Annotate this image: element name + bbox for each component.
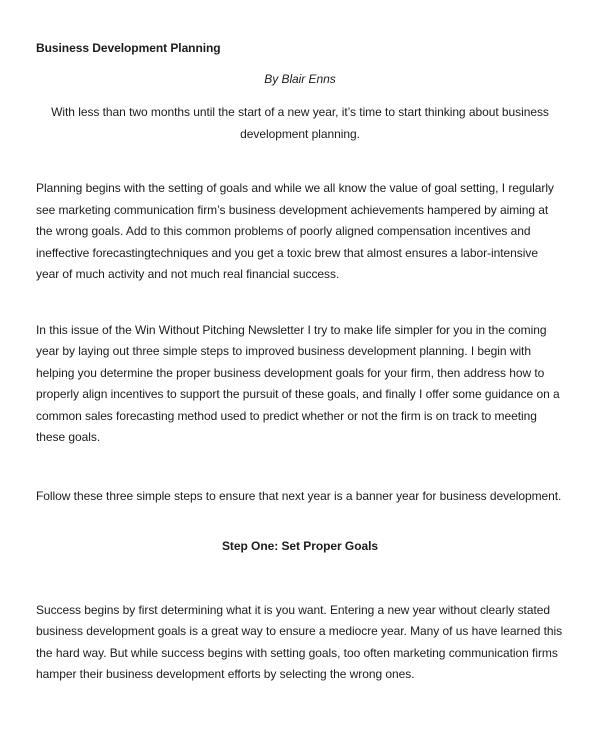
byline: By Blair Enns (264, 71, 336, 86)
paragraph-success-begins: Success begins by first determining what it is you want. Entering a new year without clearly stated business development goals is a great way to ensure a mediocre year. Many of us have learned this the hard way. But while success begins with setting goals, too often marketing communication firms hamper their business development efforts by selecting the wrong ones. (36, 602, 563, 681)
document-title: Business Development Planning (36, 41, 221, 55)
paragraph-goal-setting: Planning begins with the setting of goals and while we all know the value of goal setting, I regularly see marketing communication firm’s business development achievements hampered by aiming at the wrong goals. Add to this common problems of poorly aligned compensation incentives and ineffective forecastingtechniques and you get a toxic brew that almost ensures a labor-intensive year of much activity and not much real financial success. (36, 181, 554, 281)
intro-paragraph: With less than two months until the start of a new year, it’s time to start thinking about business development planning. (51, 105, 549, 141)
section-heading-step-one: Step One: Set Proper Goals (221, 539, 379, 553)
paragraph-follow-steps: Follow these three simple steps to ensure that next year is a banner year for business development. (36, 488, 562, 503)
paragraph-newsletter-overview: In this issue of the Win Without Pitching Newsletter I try to make life simpler for you in the coming year by laying out three simple steps to improved business development planning. I begin with helping you determine the proper business development goals for your firm, then address how to properly align incentives to support the pursuit of these goals, and finally I offer some guidance on a common sales forecasting method used to predict whether or not the firm is on track to meeting these goals. (36, 322, 560, 444)
